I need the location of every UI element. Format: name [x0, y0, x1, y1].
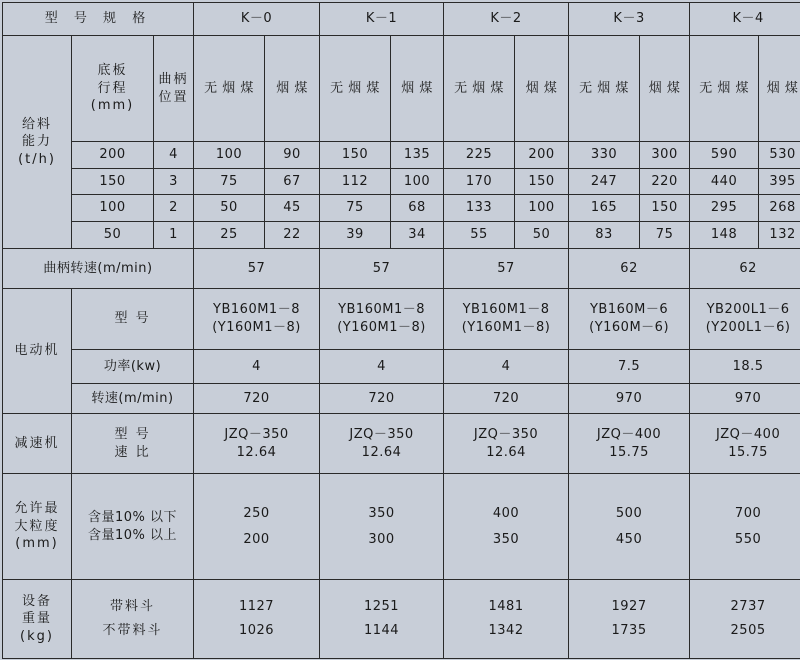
feed-value: 83 [569, 222, 640, 249]
motor-power-value: 7.5 [569, 350, 690, 384]
weight-cell: 1251 1144 [320, 580, 444, 659]
bituminous-label: 烟 煤 [640, 36, 690, 142]
particle-cell: 700 550 [690, 474, 800, 580]
spec-table [2, 2, 800, 659]
coal-type-row [3, 36, 800, 142]
bituminous-label: 烟 煤 [391, 36, 444, 142]
feed-capacity-label: 给料 能力 (t/h) [3, 36, 72, 249]
feed-value: 225 [444, 142, 515, 169]
feed-value: 590 [690, 142, 759, 169]
motor-speed-value: 970 [690, 384, 800, 414]
crank-speed-value: 57 [444, 249, 569, 289]
feed-value: 68 [391, 195, 444, 222]
particle-cell: 250 200 [194, 474, 320, 580]
anthracite-label: 无 烟 煤 [194, 36, 265, 142]
model-k4-header: K－4 [690, 3, 800, 36]
motor-power-value: 18.5 [690, 350, 800, 384]
feed-value: 25 [194, 222, 265, 249]
particle-labels: 含量10% 以下 含量10% 以上 [72, 474, 194, 580]
model-k0-header: K－0 [194, 3, 320, 36]
feed-value: 100 [515, 195, 569, 222]
anthracite-label: 无 烟 煤 [690, 36, 759, 142]
reducer-cell: JZQ－350 12.64 [194, 414, 320, 474]
reducer-section-label: 减速机 [3, 414, 72, 474]
feed-value: 150 [640, 195, 690, 222]
spec-label: 型 号 规 格 [3, 3, 194, 36]
bituminous-label: 烟 煤 [265, 36, 320, 142]
feed-value: 150 [320, 142, 391, 169]
motor-speed-value: 970 [569, 384, 690, 414]
weight-cell: 1127 1026 [194, 580, 320, 659]
feed-value: 200 [515, 142, 569, 169]
particle-section-label: 允许最 大粒度 (mm) [3, 474, 72, 580]
motor-power-label: 功率(kw) [72, 350, 194, 384]
reducer-cell: JZQ－400 15.75 [690, 414, 800, 474]
feed-value: 90 [265, 142, 320, 169]
feed-value: 100 [391, 169, 444, 195]
motor-power-value: 4 [444, 350, 569, 384]
anthracite-label: 无 烟 煤 [320, 36, 391, 142]
reducer-labels: 型 号 速 比 [72, 414, 194, 474]
motor-model-cell: YB160M1－8 (Y160M1－8) [320, 289, 444, 350]
model-k1-header: K－1 [320, 3, 444, 36]
crank-speed-row [3, 249, 800, 289]
feed-value: 75 [320, 195, 391, 222]
feed-value: 220 [640, 169, 690, 195]
feed-value: 50 [515, 222, 569, 249]
motor-speed-value: 720 [444, 384, 569, 414]
feed-value: 330 [569, 142, 640, 169]
particle-cell: 350 300 [320, 474, 444, 580]
feed-value: 100 [194, 142, 265, 169]
bituminous-label: 烟 煤 [515, 36, 569, 142]
motor-power-value: 4 [194, 350, 320, 384]
feed-value: 268 [759, 195, 800, 222]
bituminous-label: 烟 煤 [759, 36, 800, 142]
feed-value: 170 [444, 169, 515, 195]
feed-value: 440 [690, 169, 759, 195]
particle-cell: 500 450 [569, 474, 690, 580]
feed-row [3, 195, 800, 222]
crank-value: 2 [154, 195, 194, 222]
feed-value: 530 [759, 142, 800, 169]
anthracite-label: 无 烟 煤 [569, 36, 640, 142]
weight-cell: 2737 2505 [690, 580, 800, 659]
motor-model-cell: YB160M－6 (Y160M－6) [569, 289, 690, 350]
reducer-cell: JZQ－350 12.64 [320, 414, 444, 474]
feed-value: 148 [690, 222, 759, 249]
feed-row [3, 142, 800, 169]
stroke-value: 150 [72, 169, 154, 195]
feed-value: 165 [569, 195, 640, 222]
feed-value: 132 [759, 222, 800, 249]
header-row [3, 3, 800, 36]
crank-speed-value: 57 [194, 249, 320, 289]
feed-value: 45 [265, 195, 320, 222]
stroke-label: 底板 行程 (mm) [72, 36, 154, 142]
reducer-row [3, 414, 800, 474]
model-k2-header: K－2 [444, 3, 569, 36]
feed-value: 50 [194, 195, 265, 222]
feed-value: 247 [569, 169, 640, 195]
motor-section-label: 电动机 [3, 289, 72, 414]
motor-model-cell: YB160M1－8 (Y160M1－8) [194, 289, 320, 350]
motor-speed-value: 720 [194, 384, 320, 414]
weight-labels: 带料斗 不带料斗 [72, 580, 194, 659]
particle-size-row [3, 474, 800, 580]
crank-value: 1 [154, 222, 194, 249]
motor-speed-row [3, 384, 800, 414]
feed-value: 39 [320, 222, 391, 249]
motor-speed-label: 转速(m/min) [72, 384, 194, 414]
anthracite-label: 无 烟 煤 [444, 36, 515, 142]
feed-value: 395 [759, 169, 800, 195]
stroke-value: 100 [72, 195, 154, 222]
motor-model-label: 型 号 [72, 289, 194, 350]
feed-value: 55 [444, 222, 515, 249]
motor-model-cell: YB160M1－8 (Y160M1－8) [444, 289, 569, 350]
feed-value: 295 [690, 195, 759, 222]
model-k3-header: K－3 [569, 3, 690, 36]
particle-cell: 400 350 [444, 474, 569, 580]
feed-value: 150 [515, 169, 569, 195]
feed-value: 75 [194, 169, 265, 195]
motor-speed-value: 720 [320, 384, 444, 414]
crank-speed-value: 57 [320, 249, 444, 289]
crank-value: 4 [154, 142, 194, 169]
motor-model-row [3, 289, 800, 350]
crank-speed-label: 曲柄转速(m/min) [3, 249, 194, 289]
crank-speed-value: 62 [690, 249, 800, 289]
feed-value: 133 [444, 195, 515, 222]
weight-row [3, 580, 800, 659]
feed-value: 34 [391, 222, 444, 249]
feed-row [3, 169, 800, 195]
feed-value: 67 [265, 169, 320, 195]
feed-value: 22 [265, 222, 320, 249]
feed-value: 75 [640, 222, 690, 249]
feed-row [3, 222, 800, 249]
feed-value: 112 [320, 169, 391, 195]
feed-value: 135 [391, 142, 444, 169]
crank-speed-value: 62 [569, 249, 690, 289]
motor-power-value: 4 [320, 350, 444, 384]
motor-model-cell: YB200L1－6 (Y200L1－6) [690, 289, 800, 350]
reducer-cell: JZQ－350 12.64 [444, 414, 569, 474]
reducer-cell: JZQ－400 15.75 [569, 414, 690, 474]
crank-value: 3 [154, 169, 194, 195]
weight-section-label: 设备 重量 (kg) [3, 580, 72, 659]
stroke-value: 200 [72, 142, 154, 169]
feed-value: 300 [640, 142, 690, 169]
weight-cell: 1927 1735 [569, 580, 690, 659]
weight-cell: 1481 1342 [444, 580, 569, 659]
motor-power-row [3, 350, 800, 384]
crank-position-label: 曲柄 位置 [154, 36, 194, 142]
stroke-value: 50 [72, 222, 154, 249]
